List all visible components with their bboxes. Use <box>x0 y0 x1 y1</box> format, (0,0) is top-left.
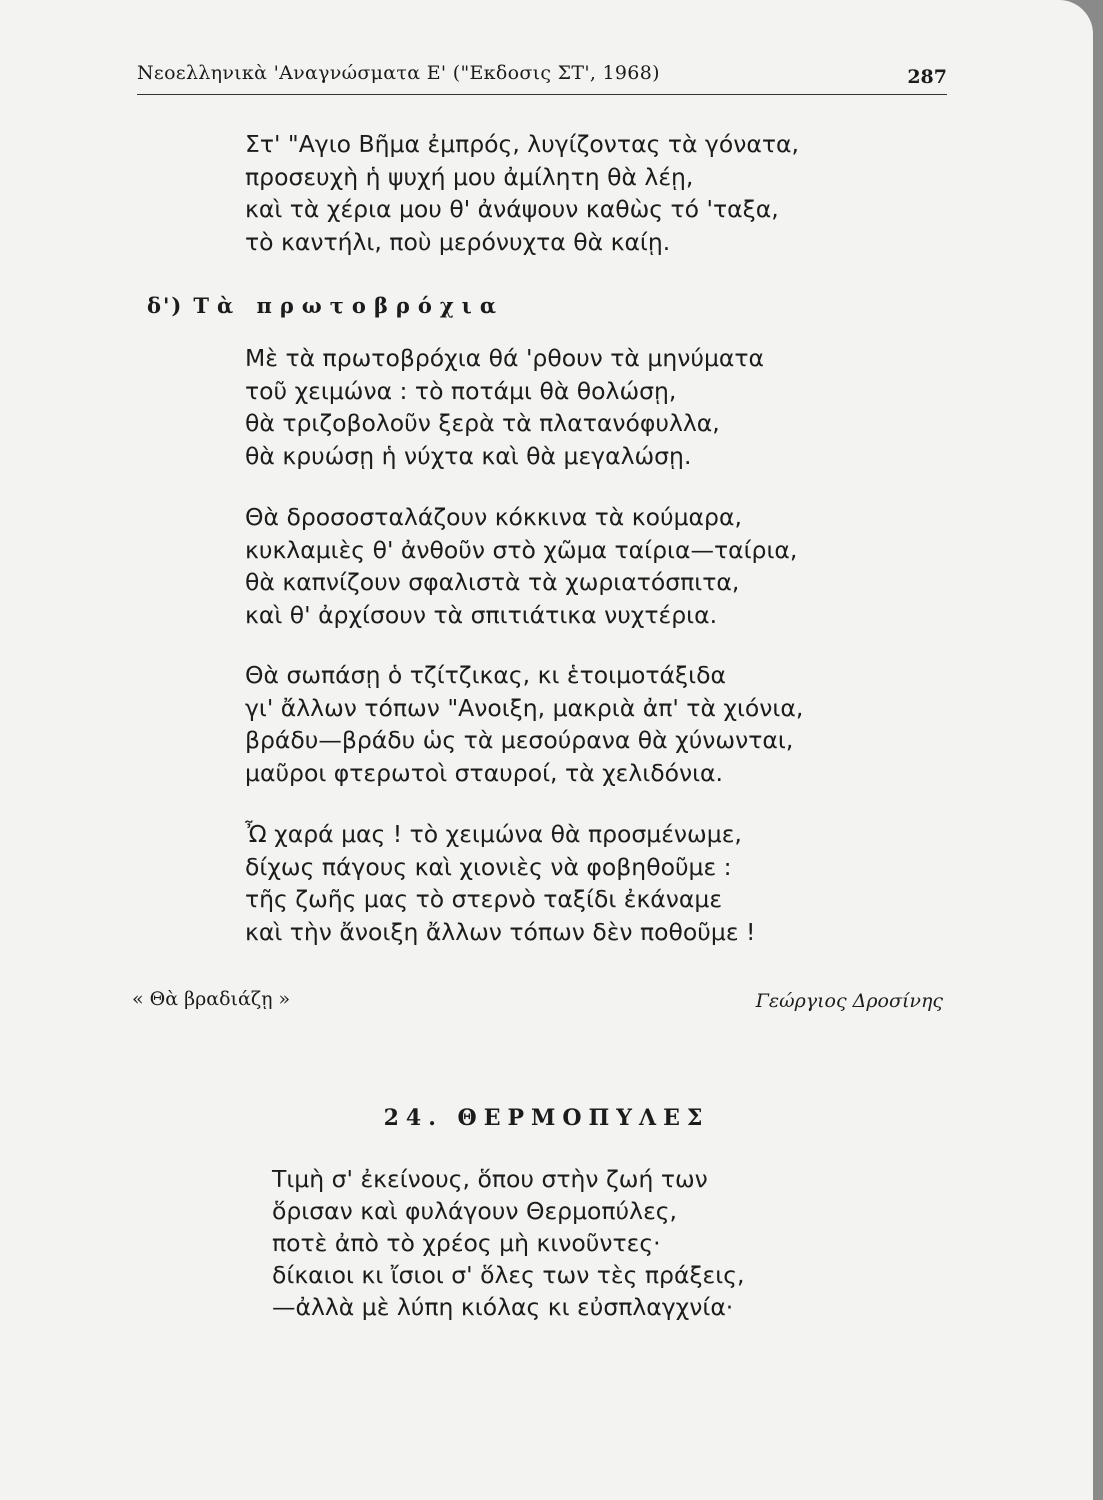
poem-line: τοῦ χειμώνα : τὸ ποτάμι θὰ θολώσῃ, <box>245 376 677 405</box>
poem-line: δίχως πάγους καὶ χιονιὲς νὰ φοβηθοῦμε : <box>245 852 732 881</box>
running-header <box>137 62 947 95</box>
poem-line: —ἀλλὰ μὲ λύπη κιόλας κι εὐσπλαγχνία· <box>272 1293 734 1321</box>
poem-line: μαῦροι φτερωτοὶ σταυροί, τὰ χελιδόνια. <box>245 758 724 787</box>
poem-line: Ὦ χαρά μας ! τὸ χειμώνα θὰ προσμένωμε, <box>245 820 742 848</box>
poem-line: καὶ θ' ἀρχίσουν τὰ σπιτιάτικα νυχτέρια. <box>245 600 718 629</box>
poem-line: προσευχὴ ἡ ψυχή μου ἀμίλητη θὰ λέῃ, <box>245 162 694 191</box>
poem-line: δίκαιοι κι ἴσιοι σ' ὅλες των τὲς πράξεις, <box>272 1261 745 1289</box>
poem-line: Τιμὴ σ' ἐκείνους, ὅπου στὴν ζωή των <box>272 1165 708 1193</box>
poem-line: θὰ τριζοβολοῦν ξερὰ τὰ πλατανόφυλλα, <box>245 409 720 437</box>
stanza-3 <box>245 659 803 789</box>
poem-line: τῆς ζωῆς μας τὸ στερνὸ ταξίδι ἐκάναμε <box>245 885 723 913</box>
page-number: 287 <box>907 66 947 88</box>
poem-line: Μὲ τὰ πρωτοβρόχια θά 'ρθουν τὰ μηνύματα <box>245 344 765 372</box>
poem-title: 24. ΘΕΡΜΟΠΥΛΕΣ <box>383 1105 710 1131</box>
poem-author: Γεώργιος Δροσίνης <box>755 990 943 1012</box>
poem-source: « Θὰ βραδιάζῃ » <box>132 988 291 1010</box>
poem-line: βράδυ—βράδυ ὡς τὰ μεσούρανα θὰ χύνωνται, <box>245 726 794 754</box>
poem-line: Θὰ σωπάσῃ ὁ τζίτζικας, κι ἑτοιμοτάξιδα <box>245 661 726 689</box>
poem-line: γι' ἄλλων τόπων "Ανοιξη, μακριὰ ἀπ' τὰ χιόνια, <box>245 693 804 722</box>
poem-line: ὅρισαν καὶ φυλάγουν Θερμοπύλες, <box>272 1197 678 1225</box>
poem-line: καὶ τὴν ἄνοιξη ἄλλων τόπων δὲν ποθοῦμε ! <box>245 917 756 946</box>
poem-line: κυκλαμιὲς θ' ἀνθοῦν στὸ χῶμα ταίρια—ταίρια, <box>245 535 798 564</box>
section-heading <box>147 293 504 318</box>
poem-line: καὶ τὰ χέρια μου θ' ἀνάψουν καθὼς τό 'ταξα, <box>245 195 779 223</box>
poem2-stanza <box>272 1163 744 1323</box>
poem-line: θὰ κρυώσῃ ἡ νύχτα καὶ θὰ μεγαλώσῃ. <box>245 441 692 470</box>
stanza-4 <box>245 818 755 948</box>
poem-line: τὸ καντήλι, ποὺ μερόνυχτα θὰ καίῃ. <box>245 227 671 256</box>
section-title: Τὰ πρωτοβρόχια <box>193 293 504 318</box>
poem-line: ποτὲ ἀπὸ τὸ χρέος μὴ κινοῦντες· <box>272 1229 661 1257</box>
section-label: δ') <box>147 293 184 318</box>
header-title: Νεοελληνικὰ 'Αναγνώσματα Ε' ("Εκδοσις ΣΤ', 1968) <box>137 62 660 84</box>
poem-line: Θὰ δροσοσταλάζουν κόκκινα τὰ κούμαρα, <box>245 503 742 531</box>
poem-line: θὰ καπνίζουν σφαλιστὰ τὰ χωριατόσπιτα, <box>245 568 740 596</box>
poem-line: Στ' "Αγιο Βῆμα ἐμπρός, λυγίζοντας τὰ γόνατα, <box>245 130 799 158</box>
stanza-1 <box>245 342 764 472</box>
stanza-intro <box>245 128 799 258</box>
stanza-2 <box>245 501 797 631</box>
